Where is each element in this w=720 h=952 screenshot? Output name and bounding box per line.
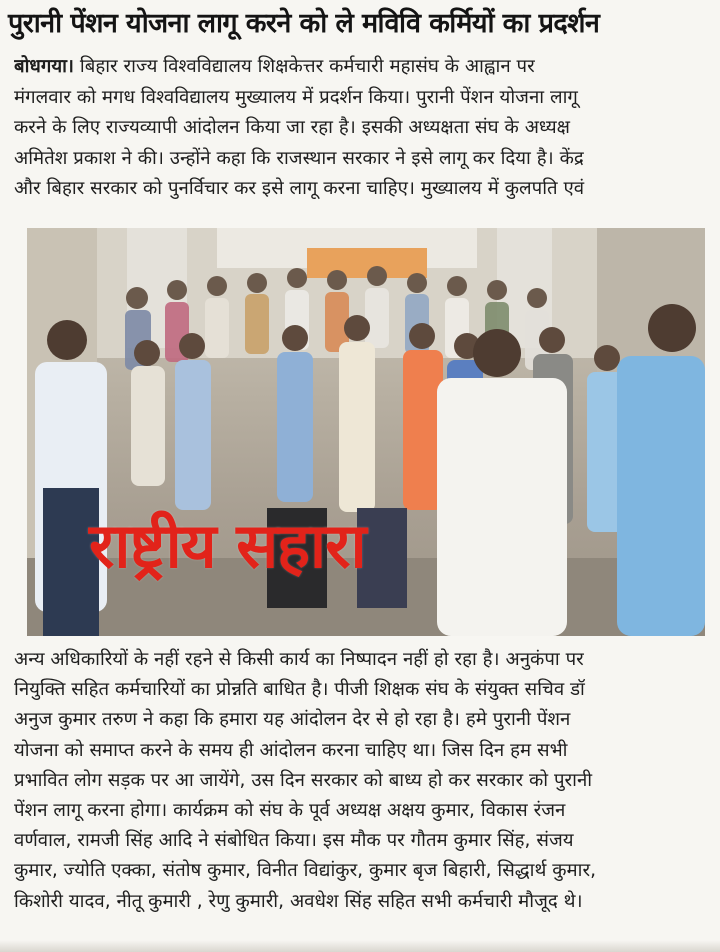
newspaper-watermark: राष्ट्रीय सहारा	[89, 509, 366, 582]
article-line: वर्णवाल, रामजी सिंह आदि ने संबोधित किया। इस मौक पर गौतम कुमार सिंह, संजय	[14, 830, 574, 852]
article-line: किशोरी यादव, नीतू कुमारी , रेणु कुमारी, अवधेश सिंह सहित सभी कर्मचारी मौजूद थे।	[14, 890, 583, 912]
article-line-text: बिहार राज्य विश्वविद्यालय शिक्षकेत्तर कर्मचारी महासंघ के आह्वान पर	[73, 56, 535, 77]
article-body-top	[14, 52, 714, 205]
article-line: कुमार, ज्योति एक्का, संतोष कुमार, विनीत विद्यांकुर, कुमार बृज बिहारी, सिद्धार्थ कुमार,	[14, 860, 597, 882]
article-line: और बिहार सरकार को पुनर्विचार कर इसे लागू करना चाहिए। मुख्यालय में कुलपति एवं	[14, 178, 585, 199]
dateline: बोधगया।	[14, 56, 74, 77]
article-line: नियुक्ति सहित कर्मचारियों का प्रोन्नति बाधित है। पीजी शिक्षक संघ के संयुक्त सचिव डॉ	[14, 679, 585, 701]
article-line: अन्य अधिकारियों के नहीं रहने से किसी कार्य का निष्पादन नहीं हो रहा है। अनुकंपा पर	[14, 649, 584, 670]
article-line: मंगलवार को मगध विश्वविद्यालय मुख्यालय में प्रदर्शन किया। पुरानी पेंशन योजना लागू	[14, 86, 578, 108]
article-line	[14, 52, 714, 83]
article-line: योजना को समाप्त करने के समय ही आंदोलन करना चाहिए था। जिस दिन हम सभी	[14, 739, 568, 761]
article-line: प्रभावित लोग सड़क पर आ जायेंगे, उस दिन सरकार को बाध्य हो कर सरकार को पुरानी	[14, 769, 593, 791]
headline: पुरानी पेंशन योजना लागू करने को ले मविवि कर्मियों का प्रदर्शन	[8, 8, 600, 39]
protest-photo	[27, 228, 705, 636]
page-edge	[0, 940, 720, 952]
article-line: अनुज कुमार तरुण ने कहा कि हमारा यह आंदोलन देर से हो रहा है। हमे पुरानी पेंशन	[14, 709, 571, 731]
article-body-bottom	[14, 645, 714, 917]
article-line: अमितेश प्रकाश ने की। उन्होंने कहा कि राजस्थान सरकार ने इसे लागू कर दिया है। केंद्र	[14, 147, 584, 169]
article-line: करने के लिए राज्यव्यापी आंदोलन किया जा रहा है। इसकी अध्यक्षता संघ के अध्यक्ष	[14, 117, 571, 138]
article-line: पेंशन लागू करना होगा। कार्यक्रम को संघ के पूर्व अध्यक्ष अक्षय कुमार, विकास रंजन	[14, 800, 566, 822]
